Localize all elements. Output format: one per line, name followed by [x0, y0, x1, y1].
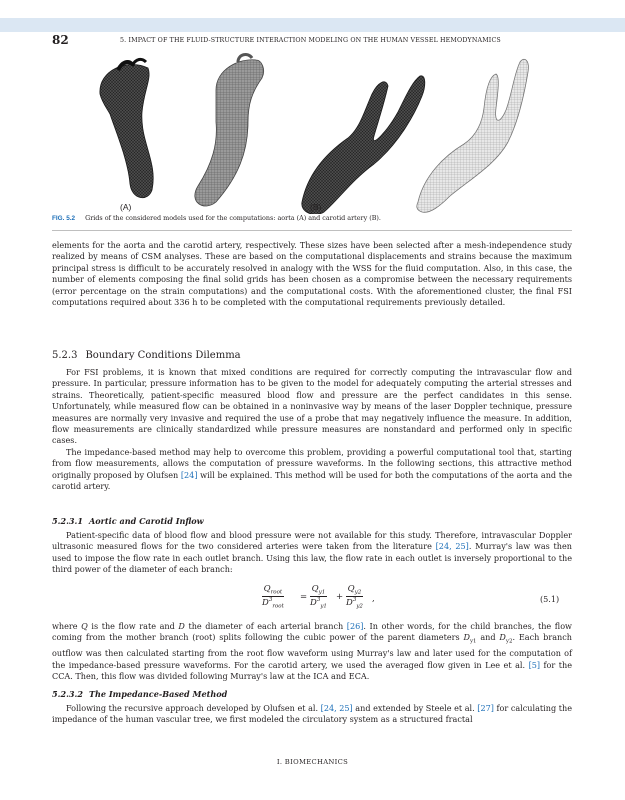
citation-link[interactable]: [27] [477, 703, 494, 713]
figure-caption-text: Grids of the considered models used for the computations: aorta (A) and carotid artery (B). [85, 214, 381, 222]
equals-sign: = [300, 592, 308, 602]
text-run: and [476, 632, 500, 643]
aorta-fluid-mesh [195, 55, 264, 206]
text-run: will be explained. This method will be used for both the computations of the aorta and the carotid artery. [52, 469, 572, 492]
section-title: Boundary Conditions Dilemma [85, 350, 241, 361]
figure-label-a: (A) [120, 202, 132, 212]
text-run: The impedance-based method may help to overcome this problem, providing a powerful computational tool that, starting from flow measurements, allows the computation of pressure waveforms. In the following sections, this attractive method originally proposed by Olufsen [52, 446, 572, 480]
var-d: D [178, 621, 185, 631]
text-run: the diameter of each arterial branch [184, 621, 347, 631]
paragraph [52, 530, 572, 576]
text-run: Following the recursive approach developed by Olufsen et al. [66, 703, 321, 713]
text-run: for the CCA. Then, this flow was divided following Murray's law at the ICA and ECA. [52, 659, 572, 682]
comma: , [372, 594, 375, 604]
text-run: Patient-specific data of blood flow and blood pressure were not available for this study. Therefore, intravascular Doppler ultrasonic measured flows for the two considered arteries were taken from the literature [52, 530, 572, 552]
subsection-number: 5.2.3.1 [52, 516, 83, 526]
fraction-y2: $\frac{Q_{y2}}{D^3_{y2}}$ [346, 584, 363, 610]
equation-number: (5.1) [540, 594, 560, 604]
section-number: 5.2.3 [52, 350, 78, 361]
figure-5-2 [88, 52, 538, 214]
subscript: y1 [469, 639, 477, 646]
var-q: Q [81, 621, 88, 631]
page-footer: I. BIOMECHANICS [276, 758, 349, 766]
var-d: D [499, 632, 506, 643]
subsection-heading-inflow [52, 516, 204, 526]
subsection-title: The Impedance-Based Method [88, 689, 228, 699]
paragraph [52, 447, 572, 493]
caption-divider [52, 230, 572, 231]
subsection-number: 5.2.3.2 [52, 689, 83, 699]
paragraph: elements for the aorta and the carotid artery, respectively. These sizes have been selected after a mesh-independence study realized by means of CSM analyses. These are based on the computational displacements and strains because the maximum principal stress is difficult to be accurately resolved in analogy with the WSS for the fluid computation. Also, in this case, the number of elements composing the final solid grids has been chosen as a compromise between the necessary requirements (error percentage on the strain computations) and the computational costs. With the aforementioned cluster, the final FSI computations required about 336 h to be completed with the computational requirements previously detailed. [52, 240, 572, 308]
figure-label-b: (B) [310, 202, 322, 212]
fraction-root: $Q_{root}$ $D^3_{root}$ [262, 584, 284, 610]
citation-link[interactable]: [24, 25] [435, 541, 469, 552]
plus-sign: + [336, 592, 344, 602]
inflow-paragraph [52, 530, 572, 576]
section-heading [52, 350, 241, 361]
carotid-fluid-mesh [417, 59, 529, 212]
mesh-illustration [88, 52, 538, 214]
running-head: 5. IMPACT OF THE FLUID-STRUCTURE INTERACTION MODELING ON THE HUMAN VESSEL HEMODYNAMICS [120, 37, 501, 44]
figure-caption [52, 214, 572, 222]
section-body [52, 367, 572, 492]
after-equation-paragraph [52, 621, 572, 683]
text-run: . Murray's law was then used to impose the flow rate in each outlet branch. Using this law, the flow rate in each outlet is inversely proportional to the third power of the diameter of each branch: [52, 541, 572, 575]
citation-link[interactable]: [26] [346, 621, 364, 631]
subsection-title: Aortic and Carotid Inflow [88, 516, 204, 526]
citation-link[interactable]: [24] [180, 469, 198, 480]
text-run: is the flow rate and [87, 621, 179, 631]
text-run: and extended by Steele et al. [352, 703, 478, 713]
text-run: where [52, 621, 82, 631]
carotid-solid-mesh [302, 76, 425, 214]
text-run: . In other words, for the child branches, the flow coming from the mother branch (root) splits following the cubic power of the parent diameters [52, 621, 572, 643]
citation-link[interactable]: [24, 25] [320, 703, 353, 713]
fraction-y1: $\frac{Q_{y1}}{D^3_{y1}}$ [310, 584, 327, 610]
citation-link[interactable]: [5] [528, 659, 541, 670]
body-paragraph-continued [52, 240, 572, 308]
paragraph [52, 703, 572, 726]
var-d: D [463, 632, 470, 643]
paragraph [52, 621, 572, 683]
header-band [0, 18, 625, 32]
text-run: . Each branch outflow was then calculated starting from the root flow waveform using Murray's law and later used for the computation of the impedance-based pressure waveforms. For the carotid artery, we used the averaged flow given in Lee et al. [52, 632, 572, 670]
figure-caption-id: FIG. 5.2 [52, 215, 76, 222]
impedance-paragraph [52, 703, 572, 726]
text-run: for calculating the impedance of the human vascular tree, we first modeled the circulatory system as a structured fractal [52, 703, 572, 725]
subscript: y2 [505, 639, 513, 646]
equation-murray [262, 584, 462, 618]
paragraph: For FSI problems, it is known that mixed conditions are required for correctly computing the intravascular flow and pressure. In particular, pressure information has to be given to the model for adequately computing the arterial stresses and strains. Theoretically, patient-specific measured blood flow and pressure are the perfect candidates in this sense. Unfortunately, while measured flow can be obtained in a noninvasive way by means of the laser Doppler technique, pressure measures are normally very invasive and required the use of a probe that may negatively influence the measure. In addition, flow measurements are clinically standardized while pressure measures are nonstandard and performed only in specific cases. [52, 367, 572, 446]
aorta-solid-mesh [100, 59, 153, 197]
subsection-heading-impedance [52, 689, 227, 699]
page-number: 82 [52, 33, 69, 47]
